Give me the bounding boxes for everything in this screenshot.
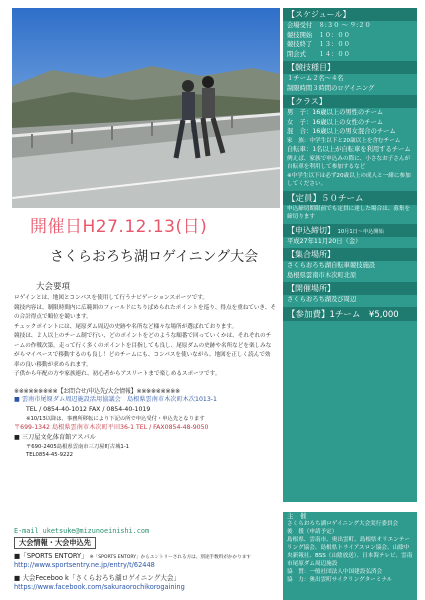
- entry-line: [14, 550, 251, 560]
- org1-name: ■ 雲南市尾原ダム周辺施設活用協議会 島根県雲南市木次町木次1013-1: [14, 395, 217, 403]
- schedule-row: 競技開始 １０：００: [287, 31, 350, 39]
- sponsor-row: さくらおろち湖ロゲイニング大会実行委員会: [287, 521, 399, 527]
- class-row: 自転車：1名以上が自転車を利用するチーム: [287, 146, 411, 153]
- entry-url-link[interactable]: http://www.sportsentry.ne.jp/entry/t/62448: [14, 561, 155, 569]
- venue-row: さくらおろち湖自転車競技施設: [287, 262, 376, 269]
- classes-heading: 【クラス】: [283, 95, 417, 108]
- about-heading: 大会要項: [36, 282, 71, 292]
- facebook-url-link[interactable]: https://www.facebook.com/sakuraorochikorogaining: [14, 583, 185, 591]
- org2-name: ■ 三刀屋文化体育館アスパル: [14, 433, 96, 441]
- capacity-heading: 【定員】５０チーム: [283, 191, 417, 205]
- class-note: 例えば、家族で申込みの際に、小さなお子さんが自転車を利用して参加するなど: [287, 155, 411, 170]
- deadline-sub: 10月1日～申込開始: [337, 228, 384, 235]
- venue-heading: 【集合場所】: [283, 248, 417, 261]
- event-photo: [12, 8, 280, 208]
- about-paragraph: ロゲインとは、地図とコンパスを使用して行うナビゲーションスポーツです。: [14, 295, 208, 301]
- category-row: １チーム２名～４名: [287, 75, 344, 82]
- sponsor-row: 後 援（申請予定）: [287, 529, 338, 535]
- contact-divider: ※※※※※※※※※【お問合せ/申込先/大会情報】※※※※※※※※※: [14, 387, 180, 395]
- sponsor-row: 協 賛：一般社団法人中国建設弘済会: [287, 569, 383, 575]
- org1-note: ※10/13以降は、事務所移転により下記の所で申込受付・申込先となります: [26, 415, 205, 422]
- sponsor-box: [283, 512, 417, 600]
- about-paragraph: 子供から年配の方や家族連れ、初心者からアスリートまで楽しめるスポーツです。: [14, 371, 221, 377]
- class-row: 家 族：中学生以下と20歳以上を含むチーム: [287, 137, 401, 144]
- contact-email[interactable]: E-mail uketsuke@mizunoeinishi.com: [14, 527, 150, 535]
- about-paragraph: チェックポイントには、尾原ダム周辺の史跡や名所など様々な場所が選ばれております。: [14, 323, 238, 330]
- sponsor-row: 協 力：奥出雲町サイクリングターミナル: [287, 577, 393, 583]
- info-heading: 大会情報・大会申込先: [14, 537, 96, 549]
- fee-text: 1チーム ¥5,000: [329, 309, 399, 320]
- org2-tel: TEL0854-45-9222: [26, 451, 74, 458]
- class-row: 混 合：16歳以上の男女混合のチーム: [287, 128, 396, 135]
- org2-address: 〒690-2405島根県雲南市三刀屋町古城1-1: [26, 443, 130, 450]
- entry-note: ※「SPORTS ENTORY」からエントリーされる方は、別途手数料がかかります: [89, 555, 251, 560]
- org1-tel: TEL / 0854-40-1012 FAX / 0854-40-1019: [26, 405, 151, 413]
- category-heading: 【競技種目】: [283, 61, 417, 74]
- site-heading: 【開催場所】: [283, 282, 417, 295]
- schedule-row: 閉会式 １４：００: [287, 50, 350, 58]
- site-text: さくらおろち湖及び周辺: [287, 296, 357, 303]
- org1-new-address: 〒699-1342 島根県雲南市木次町平田36-1 TEL / FAX0854-48-9050: [14, 423, 209, 431]
- schedule-row: 競技終了 １３：００: [287, 41, 350, 48]
- event-date: 開催日H27.12.13(日): [30, 217, 208, 237]
- about-paragraph: 競技は、２人以上のチーム制で行い、どのポイントをどのような順番で回っていくかは、それぞれのチームの作戦次第。走って行く多くのポイントを目指しても良し、尾原ダムの史跡や名所などを楽しみながらマイペースで移動するのも良し！どのチームにも、コンパスを使いながら、地図を正しく読んで効率の良い移動が求められます。: [14, 333, 272, 368]
- facebook-label: ■ 大会Feceboo k「さくらおろち湖ロゲイニング大会」: [14, 574, 181, 582]
- about-section: [14, 280, 276, 459]
- info-column: [283, 8, 417, 502]
- schedule-heading: 【スケジュール】: [283, 8, 417, 21]
- sponsor-row: 島根県、雲南市、奥出雲町、島根県オリエンテーリング協会、島根県トライアスロン協会、山陰中央新報社、BSS（山陰放送）、日本海テレビ、雲南市尾原ダム周辺施設: [287, 537, 413, 567]
- sponsor-row: 主 催: [287, 512, 307, 520]
- entry-label: ■「SPORTS ENTORY」: [14, 552, 88, 560]
- about-paragraph: 競技内容は、制限時間内に広範囲のフィールドにちりばめられたポイントを巡り、得点を重ねていき、その合計得点で順位を競います。: [14, 304, 276, 320]
- category-row: 制限時間３時間のロゲイニング: [287, 84, 375, 92]
- class-row: 女 子：16歳以上の女性のチーム: [287, 118, 384, 126]
- schedule-row: 会場受付 ８:３０ ～ ９:２０: [287, 22, 371, 29]
- fee-heading: [283, 307, 417, 321]
- event-title: さくらおろち湖ロゲイニング大会: [50, 249, 259, 265]
- deadline-heading: [283, 224, 417, 237]
- class-row: 男 子：16歳以上の男性のチーム: [287, 109, 384, 116]
- capacity-text: 申込締切期限前でも定員に達した場合は、募集を締切ります: [287, 205, 411, 220]
- deadline-text: 平成27年11月20日（金）: [287, 237, 362, 245]
- fee-label: 【参加費】: [287, 309, 330, 320]
- venue-row: 島根県雲南市木次町北原: [287, 271, 357, 279]
- class-note: ※中学生以下は必ず20歳以上の成人と一緒に参加してください。: [287, 172, 411, 187]
- deadline-label: 【申込締切】: [287, 225, 335, 235]
